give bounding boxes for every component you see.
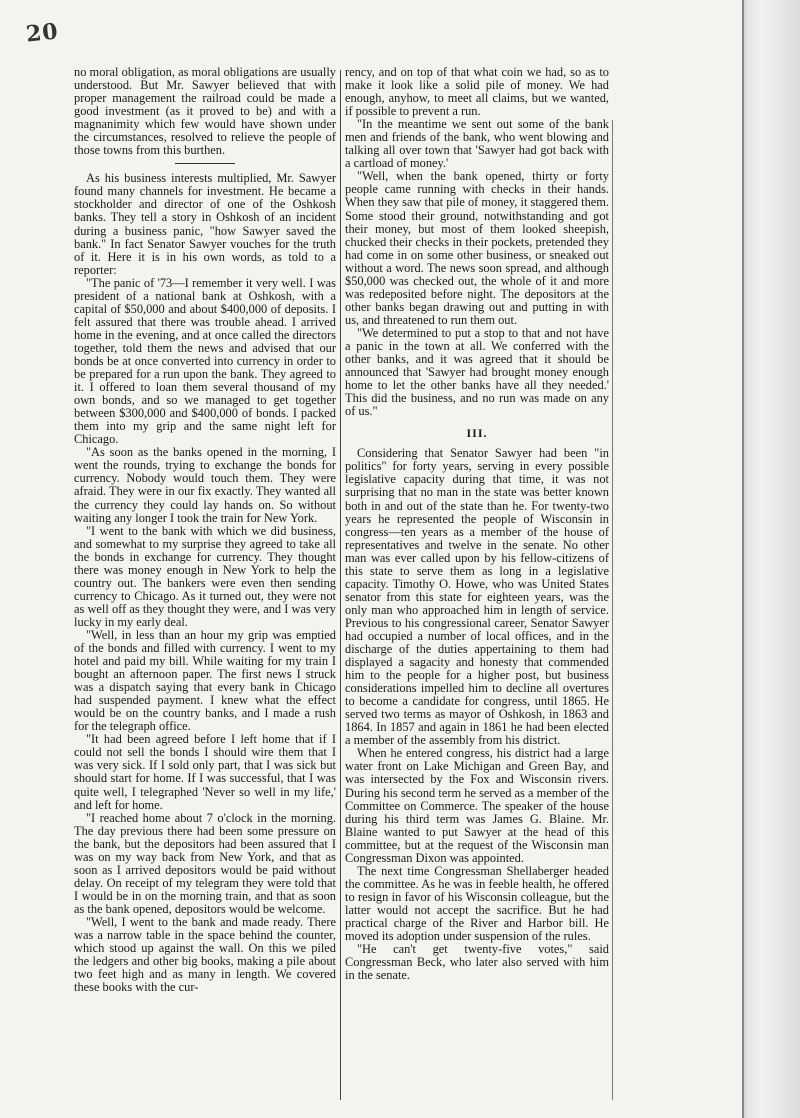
column-rule bbox=[612, 120, 613, 1100]
article-paragraph: "The panic of '73—I remember it very well. I was president of a national bank at Oshkosh, with a capital of $50,000 and about $400,000 of deposits. I felt assured that there was trouble ahead. I arrived home in the evening, and at once called the directors together, told them the news and advised that our bonds be at once converted into currency in order to be prepared for a run upon the bank. They agreed to it. I offered to loan them several thousand of my own bonds, and so we managed to get together between $300,000 and $400,000 of bonds. I packed them into my grip and the same night left for Chicago. bbox=[74, 275, 336, 447]
article-paragraph: "Well, when the bank opened, thirty or forty people came running with checks in their hands. When they saw that pile of money, it staggered them. Some stood their ground, notwithstanding and got their money, but most of them looked sheepish, chucked their checks in their pockets, pretended they had come in on some other business, or sneaked out without a word. The news soon spread, and although $50,000 was checked out, the whole of it and more was redeposited before night. The depositors at the other banks began drawing out and putting in with us, and threatened to run them out. bbox=[345, 169, 609, 327]
right-column bbox=[345, 66, 609, 1106]
article-paragraph: "I reached home about 7 o'clock in the morning. The day previous there had been some pressure on the bank, but the depositors had been assured that I was on my way back from New York, and that as soon as I arrived depositors would be paid without delay. On receipt of my telegram they were told that I would be in on the morning train, and that as soon as the bank opened, depositors would be welcome. bbox=[74, 810, 336, 916]
article-paragraph: "In the meantime we sent out some of the bank men and friends of the bank, who went blowing and talking all over town that 'Sawyer had got back with a cartload of money.' bbox=[345, 117, 609, 171]
column-rule bbox=[340, 70, 341, 1100]
article-paragraph: Considering that Senator Sawyer had been "in politics" for forty years, serving in every possible legislative capacity during that time, it was not surprising that no man in the state was better known both in and out of the state than he. For twenty-two years he represented the people of Wisconsin in congress—ten years as a member of the house of representatives and twelve in the senate. No other man was ever called upon by his fellow-citizens of this state to serve them as long in a legislative capacity. Timothy O. Howe, who was United States senator from this state for eighteen years, was the only man who approached him in length of service. Previous to his congressional career, Senator Sawyer had occupied a number of local offices, and in the discharge of the duties appertaining to them had displayed a sagacity and honesty that commended him to the people for a higher post, but business considerations impelled him to decline all overtures to become a candidate for congress, until 1865. He served two terms as mayor of Oshkosh, in 1863 and 1864. In 1857 and again in 1861 he had been elected a member of the assembly from his district. bbox=[345, 446, 609, 748]
page-number: 20 bbox=[24, 18, 60, 48]
article-paragraph: When he entered congress, his district had a large water front on Lake Michigan and Green Bay, and was intersected by the Fox and Wisconsin rivers. During his second term he served as a member of the Committee on Commerce. The speaker of the house during his third term was James G. Blaine. Mr. Blaine wanted to put Sawyer at the head of this committee, but at the request of the Wisconsin man Congressman Dixon was appointed. bbox=[345, 746, 609, 865]
article-paragraph: "It had been agreed before I left home that if I could not sell the bonds I should wire them that I was very sick. If I sold only part, that I was sick but should start for home. If I was successful, that I was quite well, I telegraphed 'Never so well in my life,' and left for home. bbox=[74, 732, 336, 812]
article-paragraph: no moral obligation, as moral obligations are usually understood. But Mr. Sawyer believed that with proper management the railroad could be made a good investment (as it proved to be) and with a magnanimity which few would have shown under the circumstances, resolved to relieve the people of those towns from this burthen. bbox=[74, 66, 336, 158]
article-paragraph: "He can't get twenty-five votes," said Congressman Beck, who later also served with him in the senate. bbox=[345, 942, 609, 983]
article-paragraph: The next time Congressman Shellaberger headed the committee. As he was in feeble health, he offered to resign in favor of his Wisconsin colleague, but the latter would not accept the sacrifice. But he had practical charge of the River and Harbor bill. He moved its adoption under suspension of the rules. bbox=[345, 863, 609, 944]
article-paragraph: "As soon as the banks opened in the morning, I went the rounds, trying to exchange the bonds for currency. Nobody would touch them. They were afraid. They were in our fix exactly. They wanted all the currency they could lay hands on. So without waiting any longer I took the train for New York. bbox=[74, 445, 336, 525]
article-paragraph: "We determined to put a stop to that and not have a panic in the town at all. We conferred with the other banks, and it was agreed that it should be announced that 'Sawyer had brought money enough home to let the other banks have all they needed.' This did the business, and no run was made on any of us." bbox=[345, 325, 609, 419]
article-paragraph: "I went to the bank with which we did business, and somewhat to my surprise they agreed to take all the bonds in exchange for currency. They thought there was money enough in New York to help the country out. The bankers were even then sending currency to Chicago. As it turned out, they were not as well off as they thought they were, and I was very lucky in my early deal. bbox=[74, 523, 336, 629]
section-heading: III. bbox=[466, 426, 488, 441]
adjacent-page-edge bbox=[742, 0, 800, 1118]
left-column bbox=[74, 66, 336, 1106]
article-paragraph: "Well, I went to the bank and made ready. There was a narrow table in the space behind the counter, which stood up against the wall. On this we piled the ledgers and other big books, making a pile about two feet high and as many in length. We covered these books with the cur- bbox=[74, 915, 336, 995]
article-paragraph: rency, and on top of that what coin we had, so as to make it look like a solid pile of money. We had enough, anyhow, to meet all claims, but we wanted, if possible to prevent a run. bbox=[345, 66, 609, 119]
section-divider bbox=[175, 163, 235, 164]
article-paragraph: As his business interests multiplied, Mr. Sawyer found many channels for investment. He became a stockholder and director of one of the Oshkosh banks. They tell a story in Oshkosh of an incident during a business panic, "how Sawyer saved the bank." In fact Senator Sawyer vouches for the truth of it. Here it is in his own words, as told to a reporter: bbox=[74, 171, 336, 277]
article-paragraph: "Well, in less than an hour my grip was emptied of the bonds and filled with currency. I went to my hotel and paid my bill. While waiting for my train I bought an afternoon paper. The first news I struck was a dispatch saying that every bank in Chicago had suspended payment. I knew what the effect would be on the country banks, and I made a rush for the telegraph office. bbox=[74, 627, 336, 734]
